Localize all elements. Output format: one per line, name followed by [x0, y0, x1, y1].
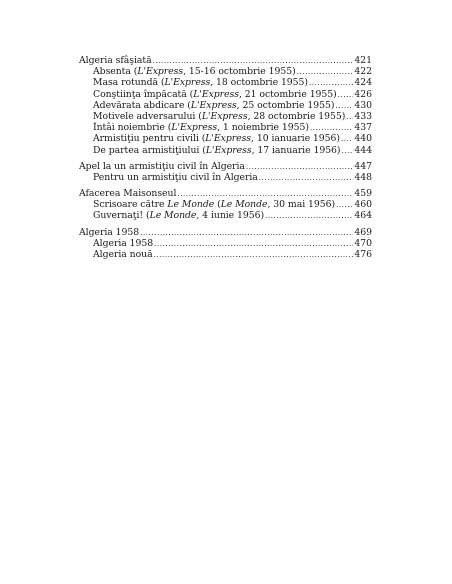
page-number: 460	[354, 199, 372, 211]
dot-leader	[154, 239, 353, 250]
toc-section	[79, 227, 372, 261]
toc-entry-title	[93, 210, 264, 221]
title-text: , 25 octombrie 1955)	[236, 99, 335, 111]
toc-entry	[79, 122, 372, 133]
toc-entry-title	[79, 188, 176, 199]
toc-section-heading	[79, 227, 372, 238]
dot-leader	[341, 134, 353, 145]
table-of-contents	[79, 55, 372, 265]
toc-entry	[79, 100, 372, 111]
toc-entry	[79, 66, 372, 77]
publication-name: Le Monde	[220, 199, 268, 211]
dot-leader	[346, 112, 353, 123]
toc-section	[79, 55, 372, 156]
dot-leader	[342, 146, 354, 157]
page-number: 459	[354, 188, 372, 200]
toc-entry	[79, 238, 372, 249]
toc-entry	[79, 199, 372, 210]
dot-leader	[246, 162, 354, 173]
publication-name: L'Express	[137, 66, 184, 78]
dot-leader	[154, 250, 354, 261]
title-text: Algeria nouă	[93, 249, 153, 260]
publication-name: L'Express	[190, 99, 237, 111]
toc-entry	[79, 133, 372, 144]
toc-entry	[79, 210, 372, 221]
dot-leader	[265, 211, 353, 222]
title-text: , 1 noiembrie 1955)	[217, 122, 309, 134]
title-text: Afacerea Maisonseul	[79, 188, 177, 200]
toc-section-heading	[79, 55, 372, 66]
title-text: Masa rotundă (	[93, 77, 165, 89]
publication-name: Le Monde	[167, 199, 215, 211]
title-text: , 17 ianuarie 1956)	[251, 144, 341, 156]
toc-section-heading	[79, 161, 372, 172]
page-number: 421	[354, 55, 372, 66]
publication-name: L'Express	[193, 88, 239, 100]
publication-name: L'Express	[171, 122, 218, 134]
toc-entry	[79, 77, 372, 88]
toc-entry-title	[93, 145, 341, 156]
publication-name: L'Express	[201, 110, 248, 122]
toc-entry-title	[79, 227, 139, 238]
title-text: , 30 mai 1956)	[267, 199, 336, 211]
page-number: 464	[354, 210, 372, 222]
page-number: 440	[354, 133, 372, 145]
page-number: 430	[354, 99, 372, 111]
toc-entry	[79, 89, 372, 100]
toc-entry-title	[93, 249, 153, 260]
toc-entry-title	[93, 89, 337, 100]
dot-leader	[140, 228, 353, 239]
title-text: Algeria 1958	[93, 237, 154, 249]
title-text: , 21 octombrie 1955)	[238, 88, 337, 100]
title-text: Algeria 1958	[79, 226, 140, 238]
title-text: Absenta (	[93, 66, 138, 78]
title-text: , 18 octombrie 1955)	[210, 77, 308, 89]
title-text: , 28 octombrie 1955)	[247, 110, 346, 122]
page-number: 469	[354, 226, 372, 238]
title-text: Scrisoare către	[93, 199, 168, 211]
title-text: Pentru un armistiţiu civil în Algeria	[93, 171, 258, 183]
title-text: Guvernaţi! (	[93, 210, 150, 222]
toc-section-heading	[79, 188, 372, 199]
page-number: 444	[354, 144, 372, 156]
publication-name: L'Express	[205, 144, 252, 156]
toc-entry-title	[93, 111, 345, 122]
toc-entry-title	[79, 55, 152, 66]
page-number: 426	[354, 88, 372, 100]
title-text: Conştiinţa împăcată (	[93, 88, 194, 100]
title-text: , 15-16 octombrie 1955)	[183, 66, 296, 78]
title-text: Apel la un armistiţiu civil în Algeria	[79, 160, 245, 172]
title-text: Adevărata abdicare (	[93, 99, 191, 111]
title-text: Întâi noiembrie (	[93, 122, 172, 134]
title-text: Motivele adversarului (	[93, 110, 202, 122]
title-text: , 10 ianuarie 1956)	[251, 133, 340, 145]
page-number: 470	[354, 237, 372, 249]
toc-entry-title	[93, 199, 335, 210]
toc-entry	[79, 172, 372, 183]
title-text: Algeria sfâşiată	[79, 55, 152, 66]
publication-name: L'Express	[205, 133, 252, 145]
toc-entry-title	[93, 122, 309, 133]
toc-entry-title	[93, 238, 153, 249]
title-text: De partea armistiţiului (	[93, 144, 206, 156]
page-number: 437	[354, 122, 372, 134]
toc-entry-title	[93, 100, 334, 111]
toc-section	[79, 188, 372, 222]
toc-entry	[79, 111, 372, 122]
page-number: 422	[354, 66, 372, 78]
toc-section	[79, 161, 372, 183]
toc-entry-title	[93, 172, 258, 183]
toc-entry-title	[79, 161, 245, 172]
publication-name: L'Express	[164, 77, 211, 89]
publication-name: Le Monde	[149, 210, 197, 222]
toc-entry-title	[93, 77, 308, 88]
dot-leader	[259, 173, 354, 184]
page-number: 448	[354, 171, 372, 183]
dot-leader	[338, 90, 354, 101]
page-number: 433	[354, 110, 372, 122]
toc-entry	[79, 145, 372, 156]
toc-entry-title	[93, 133, 340, 144]
page-number: 476	[354, 249, 372, 260]
title-text: Armistiţiu pentru civili (	[93, 133, 206, 145]
toc-entry-title	[93, 66, 296, 77]
page-number: 424	[354, 77, 372, 89]
toc-entry	[79, 249, 372, 260]
title-text: , 4 iunie 1956)	[196, 210, 265, 222]
page-number: 447	[354, 160, 372, 172]
dot-leader	[336, 200, 353, 211]
title-text: (	[214, 199, 221, 211]
